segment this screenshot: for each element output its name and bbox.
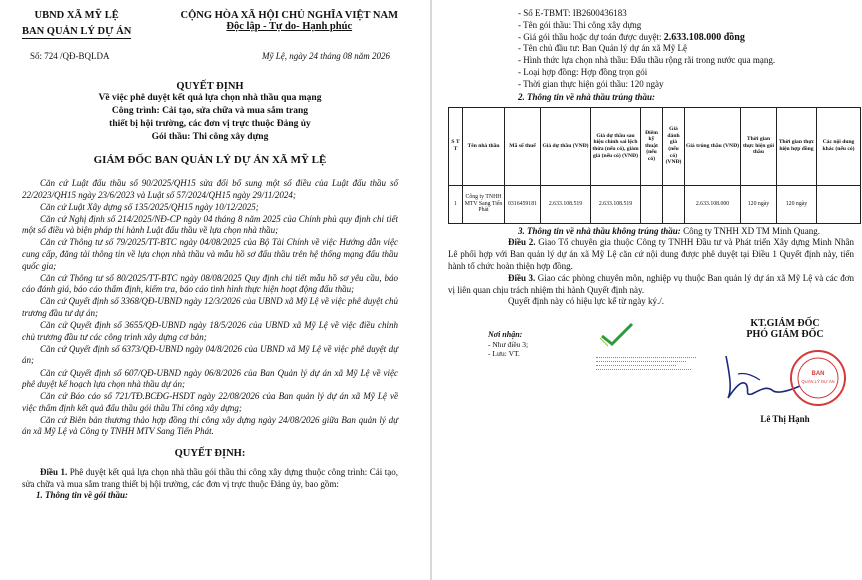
document-header [22, 10, 398, 39]
table-cell [817, 185, 861, 223]
svg-text:BAN: BAN [811, 371, 825, 378]
article-2-text: Giao Tổ chuyên gia thuộc Công ty TNHH Đầu tư và Phát triển Xây dựng Minh Nhân Lê phối hợp với Ban quản lý dự án xã Mỹ Lệ căn cứ nội dung được phê duyệt tại Điều 1 Quyết định này, tiến hành tổ chức hoàn thiện hợp đồng. [448, 237, 854, 271]
doc-number: Số: 724 /QĐ-BQLDA [30, 51, 110, 61]
motto: Độc lập - Tự do- Hạnh phúc [226, 21, 353, 32]
section-3-text: Công ty TNHH XD TM Minh Quang. [680, 225, 820, 236]
info-line: - Tên chủ đầu tư: Ban Quản lý dự án xã Mỹ Lệ [518, 43, 688, 54]
doc-date: Mỹ Lệ, ngày 24 tháng 08 năm 2026 [262, 51, 390, 61]
table-cell: 120 ngày [741, 185, 777, 223]
left-page [0, 0, 428, 580]
info-line: - Tên gói thầu: Thi công xây dựng [518, 19, 642, 30]
recipient-item: - Lưu: VT. [488, 349, 520, 359]
table-cell: 2.633.108.519 [591, 185, 641, 223]
decision-title: QUYẾT ĐỊNH [176, 81, 244, 92]
article-1-text: Phê duyệt kết quả lựa chọn nhà thầu gói thầu thi công xây dựng thuộc công trình: Cải tạo, sửa chữa và mua sắm trang thiết bị hội trường, các đơn vị trực thuộc Đảng ủy, bao gồm: [22, 467, 398, 489]
page-divider [430, 0, 432, 580]
column-header: Điểm kỹ thuật (nếu có) [641, 107, 663, 185]
svg-text:QUẢN LÝ DỰ ÁN: QUẢN LÝ DỰ ÁN [801, 379, 835, 385]
official-seal-icon [788, 348, 848, 408]
column-header: Giá trúng thầu (VNĐ) [685, 107, 741, 185]
section-2-heading: 2. Thông tin về nhà thầu trúng thầu: [518, 91, 656, 102]
preamble-item: Căn cứ Báo cáo số 721/TĐ.BCĐG-HSDT ngày 22/08/2026 của Ban quản lý dự án xã Mỹ Lệ về việc thẩm định kết quả đấu thầu gói thầu Thi công xây dựng; [22, 391, 398, 413]
preamble-item: Căn cứ Quyết định số 3655/QĐ-UBND ngày 18/5/2026 của UBND xã Mỹ Lệ về việc điều chỉnh chủ trương đầu tư các công trình xây dựng cơ bản; [22, 320, 398, 342]
preamble-item: Căn cứ Nghị định số 214/2025/NĐ-CP ngày 04 tháng 8 năm 2025 của Chính phủ quy định chi tiết một số điều và biện pháp thi hành Luật đấu thầu về lựa chọn nhà thầu; [22, 213, 398, 236]
digital-signature-lines [596, 355, 706, 370]
price-value: 2.633.108.000 đồng [663, 31, 745, 43]
article-2-label: Điều 2. [508, 237, 536, 248]
column-header: S T T [449, 107, 463, 185]
preamble-item: Căn cứ Quyết định số 6373/QĐ-UBND ngày 04/8/2026 của UBND xã Mỹ Lệ về việc phê duyệt dự án; [22, 343, 398, 366]
national-header [180, 10, 398, 39]
section-1-heading: 1. Thông tin về gói thầu: [36, 490, 129, 501]
recipient-item: - Như điều 3; [488, 339, 529, 349]
column-header: Tên nhà thầu [463, 107, 505, 185]
article-1 [22, 467, 398, 490]
project-line-1: Công trình: Cải tạo, sửa chữa và mua sắm trang [111, 106, 309, 116]
table-cell [641, 185, 663, 223]
effect-clause: Quyết định này có hiệu lực kể từ ngày ký./. [508, 296, 664, 307]
checkmark-icon [596, 322, 636, 348]
table-cell: 0316459181 [505, 185, 541, 223]
table-cell [663, 185, 685, 223]
recipients [488, 330, 528, 359]
decision-heading: QUYẾT ĐỊNH: [174, 448, 246, 460]
column-header: Giá đánh giá (nếu có) (VNĐ) [663, 107, 685, 185]
price-label: - Giá gói thầu hoặc dự toán được duyệt: [518, 31, 664, 42]
table-cell: Công ty TNHH MTV Sang Tiến Phát [463, 185, 505, 223]
preamble-item: Căn cứ Luật đấu thầu số 90/2025/QH15 sửa đổi bổ sung một số điều của Luật đấu thầu số 22/2023/QH15 ngày 23/6/2023 và Luật số 57/2024/QH15 ngày 29/11/2024; [22, 178, 398, 200]
column-header: Thời gian thực hiện gói thầu [741, 107, 777, 185]
section-3 [448, 226, 854, 238]
signature-area [448, 318, 854, 458]
info-line: - Loại hợp đồng: Hợp đồng trọn gói [518, 66, 648, 77]
info-line: - Số E-TBMT: IB2600436183 [518, 8, 627, 18]
preamble-item: Căn cứ Thông tư số 80/2025/TT-BTC ngày 08/08/2025 Quy định chi tiết mẫu hồ sơ yêu cầu, báo cáo đánh giá, báo cáo thẩm định, kiểm tra, báo cáo tình hình thực hiện hoạt động đấu thầu; [22, 272, 398, 295]
decision-subject: Về việc phê duyệt kết quả lựa chọn nhà thầu qua mạng [98, 93, 322, 103]
preamble-item: Căn cứ Luật Xây dựng số 135/2025/QH15 ngày 10/12/2025; [40, 201, 259, 212]
table-cell: 1 [449, 185, 463, 223]
column-header: Giá dự thầu sau hiệu chỉnh sai lệch thừa (nếu có), giảm giá (nếu có) (VNĐ) [591, 107, 641, 185]
right-page [434, 0, 862, 580]
table-row [449, 185, 861, 223]
article-3-text: Giao các phòng chuyên môn, nghiệp vụ thuộc Ban quản lý dự án xã Mỹ Lệ và các đơn vị liên quan chịu trách nhiệm thi hành Quyết định này. [448, 272, 854, 295]
column-header: Giá dự thầu (VNĐ) [541, 107, 591, 185]
preamble-item: Căn cứ Quyết định số 607/QĐ-UBND ngày 06/8/2026 của Ban Quản lý dự án xã Mỹ Lệ về việc phê duyệt kế hoạch lựa chọn nhà thầu dự án; [22, 367, 398, 390]
info-line: - Hình thức lựa chọn nhà thầu: Đấu thầu rộng rãi trong nước qua mạng. [518, 55, 776, 66]
preamble-list [22, 178, 398, 438]
winner-table [448, 107, 861, 224]
package-line: Gói thầu: Thi công xây dựng [151, 132, 269, 142]
recipients-heading: Nơi nhận: [488, 330, 523, 340]
project-line-2: thiết bị hội trường, các đơn vị trực thuộc Đảng ủy [109, 119, 311, 129]
issuer-block [22, 10, 131, 39]
info-line: - Thời gian thực hiện gói thầu: 120 ngày [518, 78, 664, 89]
article-3-label: Điều 3. [508, 272, 536, 283]
price-line [448, 32, 854, 44]
section-3-label: 3. Thông tin về nhà thầu không trúng thầu: [518, 225, 681, 236]
table-cell: 2.633.108.000 [685, 185, 741, 223]
column-header: Thời gian thực hiện hợp đồng [777, 107, 817, 185]
signer-title-2: PHÓ GIÁM ĐỐC [746, 329, 824, 341]
issuer-org: UBND XÃ MỸ LỆ [34, 10, 119, 21]
number-date-line [22, 51, 398, 61]
package-info [448, 8, 854, 91]
signer-title-1: KT.GIÁM ĐỐC [750, 318, 820, 330]
issuer-unit: BAN QUẢN LÝ DỰ ÁN [22, 26, 132, 37]
table-cell: 2.633.108.519 [541, 185, 591, 223]
preamble-item: Căn cứ Thông tư số 79/2025/TT-BTC ngày 04/08/2025 của Bộ Tài Chính về việc Hướng dẫn việc cung cấp, đăng tải thông tin về lựa chọn nhà thầu và mẫu hồ sơ đấu thầu trên hệ thống mạng đấu thầu quốc gia; [22, 237, 398, 271]
column-header: Các nội dung khác (nếu có) [817, 107, 861, 185]
director-heading: GIÁM ĐỐC BAN QUẢN LÝ DỰ ÁN XÃ MỸ LỆ [93, 154, 327, 166]
column-header: Mã số thuế [505, 107, 541, 185]
table-cell: 120 ngày [777, 185, 817, 223]
article-1-label: Điều 1. [40, 467, 68, 478]
nation-name: CỘNG HÒA XÃ HỘI CHỦ NGHĨA VIỆT NAM [180, 10, 398, 21]
table-header-row [449, 107, 861, 185]
digital-signature-block [596, 322, 706, 370]
article-2 [448, 237, 854, 272]
preamble-item: Căn cứ Biên bản thương thảo hợp đồng thi công xây dựng ngày 24/08/2026 giữa Ban quản lý dự án xã Mỹ Lệ và Công ty TNHH MTV Sang Tiến Phát. [22, 414, 398, 437]
article-3 [448, 273, 854, 297]
signer-name: Lê Thị Hạnh [760, 414, 810, 425]
preamble-item: Căn cứ Quyết định số 3368/QĐ-UBND ngày 12/3/2026 của UBND xã Mỹ Lệ về việc phê duyệt chủ trương đầu tư dự án; [22, 296, 398, 319]
